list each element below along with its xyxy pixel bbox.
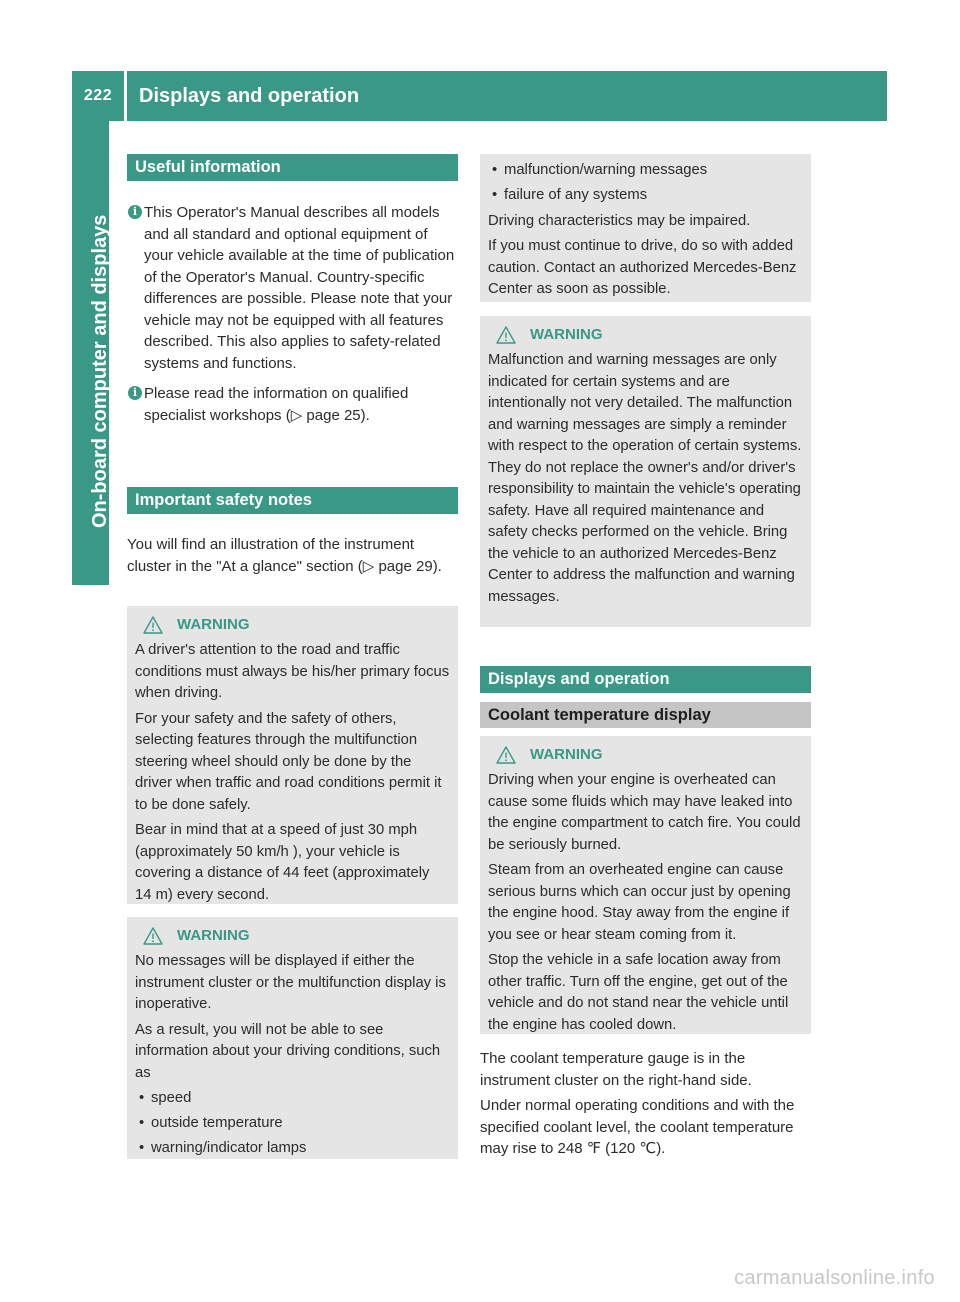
warning-paragraph: Steam from an overheated engine can cause serious burns which can occur just by opening the engine hood. Stay away from the engine if you see or hear steam coming from it. [488,862,791,943]
list-item: • malfunction/warning messages [488,160,803,182]
warning-box-3 [480,316,811,627]
warning-paragraph: Malfunction and warning messages are only indicated for certain systems and are intentionally not very detailed. The malfunction and warning messages are simply a reminder with respect to the operation of certain systems. They do not replace the owner's and/or driver's responsibility to maintain the vehicle's operating safety. Have all required maintenance and safety checks performed on the vehicle. Bring the vehicle to an authorized Mercedes-Benz Center to address the malfunction and warning messages. [488,352,802,605]
side-tab-title: On-board computer and displays [89,214,111,528]
warning-header [488,744,803,766]
header-title: Displays and operation [139,85,360,107]
warning-header [135,925,450,947]
warning-label: WARNING [177,927,250,945]
section-useful-information: Useful information [127,154,458,181]
info-item [127,383,460,426]
warning-paragraph: No messages will be displayed if either the instrument cluster or the multifunction display is inoperative. [135,953,446,1012]
section-displays-and-operation: Displays and operation [480,666,811,693]
section-important-safety-notes: Important safety notes [127,487,458,514]
warning-triangle-icon [143,616,163,634]
warning-label: WARNING [530,326,603,344]
warning-box-2 [127,917,458,1159]
warning-paragraph: Stop the vehicle in a safe location away from other traffic. Turn off the engine, get out of the vehicle and do not stand near the vehicle until the engine has cooled down. [488,952,789,1033]
warning-box-1 [127,606,458,904]
warning-paragraph: Bear in mind that at a speed of just 30 mph (approximately 50 km/h ), your vehicle is covering a distance of 44 feet (approximately 14 m) every second. [135,822,430,903]
warning-box-4 [480,736,811,1034]
warning-label: WARNING [530,746,603,764]
warning-bullet-list [488,160,803,207]
info-text: Please read the information on qualified specialist workshops (▷ page 25). [144,385,409,424]
warning-header [488,324,803,346]
warning-bullet-list [135,1088,450,1160]
warning-header [135,614,450,636]
warning-triangle-icon [496,746,516,764]
list-item: • warning/indicator lamps [135,1138,450,1160]
safety-text: You will find an illustration of the instrument cluster in the "At a glance" section (▷ page 29). [127,536,442,575]
page-number: 222 [83,87,113,104]
body-paragraph: The coolant temperature gauge is in the instrument cluster on the right-hand side. [480,1050,752,1089]
warning-paragraph: Driving when your engine is overheated can cause some fluids which may have leaked into the engine compartment to catch fire. You could be seriously burned. [488,772,801,853]
coolant-body-text [480,1048,811,1164]
useful-info-text [127,202,460,435]
warning-paragraph: A driver's attention to the road and traffic conditions must always be his/her primary focus when driving. [135,642,450,701]
list-item: • failure of any systems [488,185,803,207]
info-icon: i [128,386,142,400]
warning-continued-box [480,154,811,302]
warning-paragraph: If you must continue to drive, do so with added caution. Contact an authorized Mercedes-Benz Center as soon as possible. [488,238,797,297]
header-divider [124,71,127,121]
warning-paragraph: For your safety and the safety of others, selecting features through the multifunction steering wheel should only be done by the driver when traffic and road conditions permit it to be done safely. [135,710,442,813]
info-text: This Operator's Manual describes all models and all standard and optional equipment of your vehicle available at the time of publication of the Operator's Manual. Country-specific differences are possible. Please note that your vehicle may not be equipped with all features described. This also applies to safety-related systems and functions. [144,204,455,372]
warning-triangle-icon [143,927,163,945]
warning-label: WARNING [177,616,250,634]
warning-paragraph: Driving characteristics may be impaired. [488,212,751,229]
list-item: • speed [135,1088,450,1110]
list-item: • outside temperature [135,1113,450,1135]
info-item [127,202,460,374]
warning-paragraph: As a result, you will not be able to see information about your driving conditions, such as [135,1021,441,1081]
body-paragraph: Under normal operating conditions and with the specified coolant level, the coolant temperature may rise to 248 ℉ (120 ℃). [480,1097,795,1157]
info-icon: i [128,205,142,219]
subsection-coolant-temperature-display: Coolant temperature display [480,702,811,728]
watermark: carmanualsonline.info [734,1267,935,1289]
warning-triangle-icon [496,326,516,344]
